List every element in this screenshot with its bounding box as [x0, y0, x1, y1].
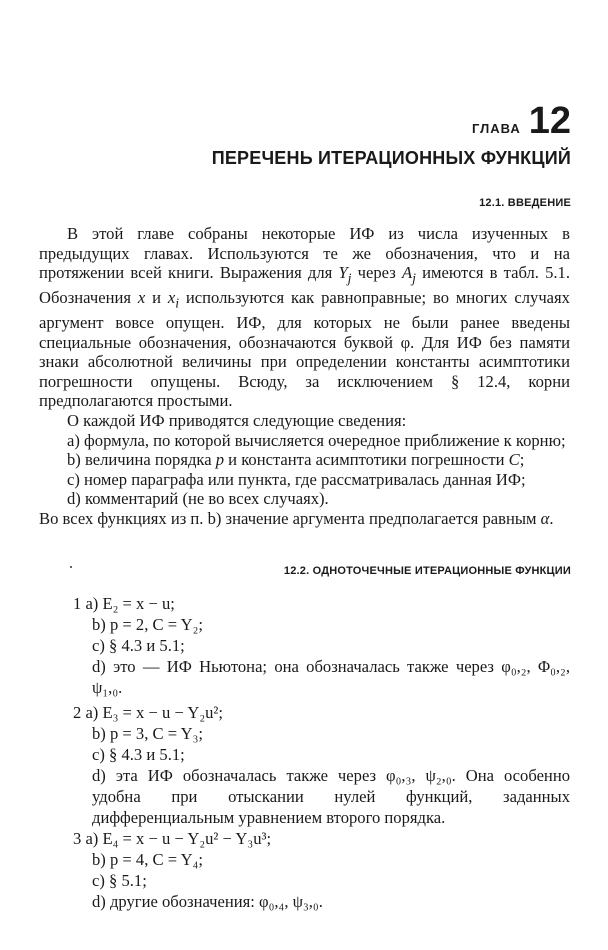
- function-1-order: b) p = 2, C = Y₂;: [92, 615, 204, 634]
- function-1-reference: c) § 4.3 и 5.1;: [92, 636, 185, 655]
- function-3-reference: c) § 5.1;: [92, 871, 147, 890]
- info-item-b: b) величина порядка p и константа асимптотики погрешности C;: [67, 450, 525, 470]
- function-3-formula: 3 a) E₄ = x − u − Y₂u² − Y₃u³;: [73, 829, 272, 848]
- function-1-comment: d) это — ИФ Ньютона; она обозначалась также через φ₀,₂, Φ₀,₂, ψ₁,₀.: [92, 657, 570, 697]
- intro-paragraph-2: О каждой ИФ приводятся следующие сведения:: [67, 410, 407, 430]
- function-3: [73, 828, 570, 912]
- chapter-heading: [472, 100, 571, 143]
- function-2-comment: d) эта ИФ обозначалась также через φ₀,₃, ψ₂,₀. Она особенно удобна при отыскании нулей функций, заданных дифференциальным уравнением второго порядка.: [92, 766, 570, 827]
- chapter-title: ПЕРЕЧЕНЬ ИТЕРАЦИОННЫХ ФУНКЦИЙ: [211, 148, 571, 168]
- info-item-a: a) формула, по которой вычисляется очередное приближение к корню;: [67, 430, 566, 450]
- function-1: [73, 593, 570, 698]
- intro-text: [39, 224, 570, 529]
- info-item-c: c) номер параграфа или пункта, где рассматривалась данная ИФ;: [67, 469, 526, 489]
- function-3-comment: d) другие обозначения: φ₀,₄, ψ₃,₀.: [92, 892, 323, 911]
- intro-paragraph-1: В этой главе собраны некоторые ИФ из числа изученных в предыдущих главах. Используются те же обозначения, что и на протяжении всей книги. Выражения для $Y_j$ через $A_j$ имеются в табл. 5.1. Обозначения x и $x_i$ используются как равноправные; во многих случаях аргумент вовсе опущен. ИФ, для которых не были ранее введены специальные обозначения, обозначаются буквой φ. Для ИФ без памяти знаки абсолютной величины при определении константы асимптотики погрешности опущены. Всюду, за исключением § 12.4, корни предполагаются простыми.: [39, 224, 570, 411]
- function-3-order: b) p = 4, C = Y₄;: [92, 850, 204, 869]
- function-2-formula: 2 a) E₃ = x − u − Y₂u²;: [73, 703, 223, 722]
- section-title-introduction: 12.1. ВВЕДЕНИЕ: [479, 197, 571, 209]
- function-2: [73, 702, 570, 828]
- function-2-order: b) p = 3, C = Y₃;: [92, 724, 204, 743]
- print-speck: [70, 566, 72, 568]
- info-item-d: d) комментарий (не во всех случаях).: [67, 489, 329, 509]
- function-2-reference: c) § 4.3 и 5.1;: [92, 745, 185, 764]
- chapter-number: 12: [528, 100, 571, 142]
- section-title-one-point-functions: 12.2. ОДНОТОЧЕЧНЫЕ ИТЕРАЦИОННЫЕ ФУНКЦИИ: [283, 565, 571, 577]
- intro-paragraph-3: Во всех функциях из п. b) значение аргумента предполагается равным α.: [39, 508, 554, 528]
- function-1-formula: 1 a) E₂ = x − u;: [73, 594, 175, 613]
- chapter-label: ГЛАВА: [472, 121, 521, 136]
